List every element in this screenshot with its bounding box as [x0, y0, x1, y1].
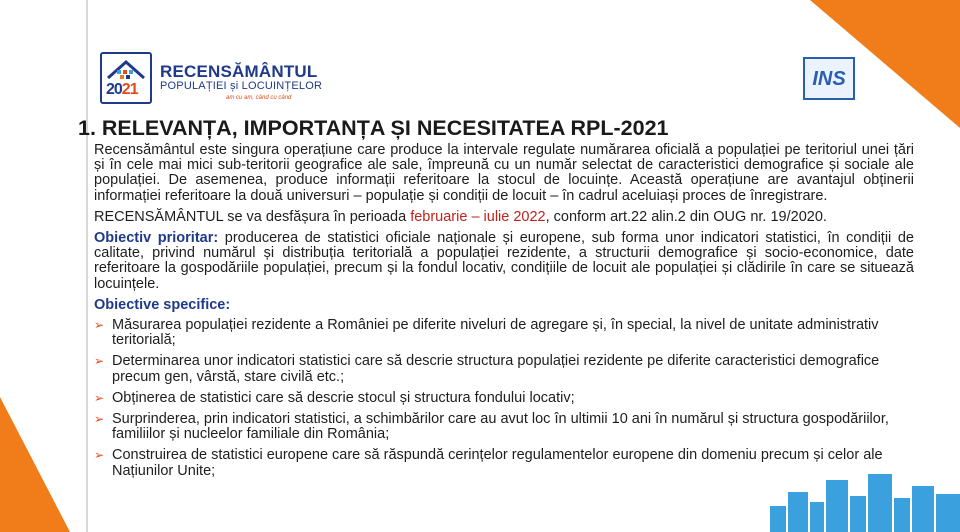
period-highlight: februarie – iulie 2022 [410, 208, 546, 225]
logo-title: RECENSĂMÂNTUL [160, 62, 318, 81]
logo-subtitle: POPULAȚIEI și LOCUINȚELOR [160, 80, 323, 92]
specifics-heading: Obiective specifice: [94, 296, 231, 313]
arrow-bullet-icon: ➢ [94, 448, 105, 463]
document-edge [86, 0, 88, 532]
ins-logo-text: INS [812, 68, 846, 90]
census-logo [100, 52, 338, 106]
ins-logo [803, 57, 855, 100]
arrow-bullet-icon: ➢ [94, 412, 105, 427]
building-shape [936, 494, 960, 532]
page-title: 1. RELEVANȚA, IMPORTANȚA ȘI NECESITATEA RPL-2021 [78, 116, 669, 140]
list-item [94, 412, 914, 442]
list-item-text: Surprinderea, prin indicatori statistici, a schimbărilor care au avut loc în ultimii 10 ani în numărul și structura gospodăriilor, familiilor și nucleelor familiale din România; [112, 411, 889, 443]
list-item-text: Construirea de statistici europene care să răspundă cerințelor regulamentelor europene din domeniu precum și celor ale Națiunilor Unite; [112, 447, 883, 479]
period-paragraph [94, 210, 914, 225]
city-skyline-illustration [770, 472, 960, 532]
priority-paragraph [94, 231, 914, 292]
arrow-bullet-icon: ➢ [94, 318, 105, 333]
intro-paragraph: Recensământul este singura operațiune care produce la intervale regulate numărarea oficială a populației pe teritoriul unei țări și în cele mai mici sub-teritorii geografice ale sale, împreună cu un număr selectat de caracteristici demografice și sociale ale populației. De asemenea, produce informații referitoare la stocul de locuințe. Această operațiune are avantajul obținerii informației referitoare la două universuri – populație și condiții de locuit – în cadrul aceluiași proces de înregistrare. [94, 142, 914, 204]
list-item [94, 318, 914, 348]
building-shape [810, 502, 824, 532]
priority-label: Obiectiv prioritar: [94, 230, 219, 247]
list-item-text: Măsurarea populației rezidente a României pe diferite niveluri de agregare și, în special, la nivel de unitate administrativ teritorială; [112, 317, 879, 349]
list-item [94, 391, 914, 406]
specifics-list [94, 318, 914, 479]
arrow-bullet-icon: ➢ [94, 354, 105, 369]
house-logo-icon [100, 52, 152, 104]
building-shape [770, 506, 786, 532]
list-item-text: Determinarea unor indicatori statistici care să descrie structura populației rezidente pe diferite caracteristici demografice precum gen, vârstă, stare civilă etc.; [112, 353, 880, 385]
document-body [94, 143, 914, 485]
corner-decoration-bottom-left [0, 397, 70, 532]
list-item-text: Obținerea de statistici care să descrie stocul și structura fondului locativ; [112, 389, 575, 406]
logo-year: 2021 [106, 81, 138, 98]
period-reference: , conform art.22 alin.2 din OUG nr. 19/2020. [545, 208, 827, 225]
building-shape [868, 474, 892, 532]
logo-slogan: am cu am, când cu când [226, 95, 292, 101]
period-text: RECENSĂMÂNTUL se va desfășura în perioada [94, 208, 411, 225]
building-shape [894, 498, 910, 532]
list-item [94, 354, 914, 384]
arrow-bullet-icon: ➢ [94, 390, 105, 405]
priority-text: producerea de statistici oficiale naționale și europene, sub forma unor indicatori statistici, în condiții de calitate, privind numărul și distribuția teritorială a populației rezidente, a structurii demografice și socio-economice, date referitoare la gospodăriile populației, precum și la fondul locativ, condițiile de locuit ale populației și clădirile în care se situează locuințele. [94, 230, 914, 292]
building-shape [912, 486, 934, 532]
building-shape [826, 480, 848, 532]
building-shape [788, 492, 808, 532]
building-shape [850, 496, 866, 532]
